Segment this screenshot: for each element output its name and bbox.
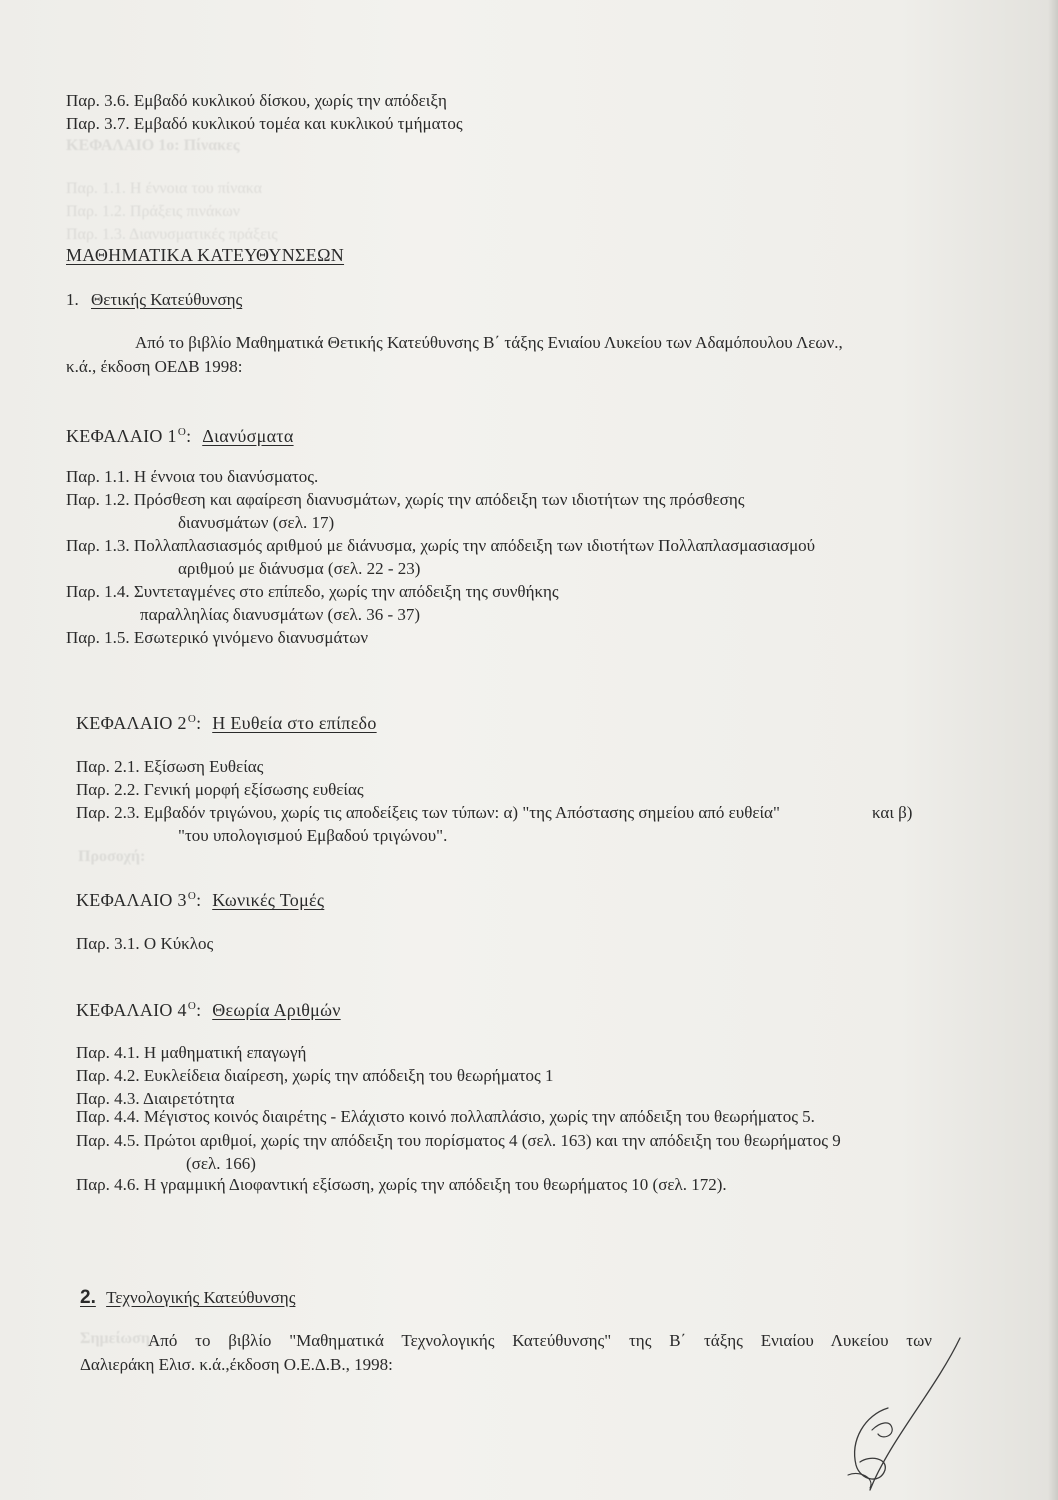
chapter-label: ΚΕΦΑΛΑΙΟ 2: [76, 713, 187, 733]
chapter-title: Η Ευθεία στο επίπεδο: [212, 713, 377, 733]
list-item: Παρ. 1.1. Η έννοια του διανύσματος.: [66, 467, 319, 486]
list-item-continuation: αριθμού με διάνυσμα (σελ. 22 - 23): [178, 559, 421, 578]
subsection-title: Τεχνολογικής Κατεύθυνσης: [106, 1288, 296, 1307]
chapter-label: ΚΕΦΑΛΑΙΟ 3: [76, 890, 187, 910]
subsection-title: Θετικής Κατεύθυνσης: [91, 290, 243, 309]
subsection-technological: [80, 1287, 295, 1309]
page-edge-shadow: [1048, 0, 1058, 1500]
bleed-through-text: Σημείωση: [80, 1330, 150, 1347]
signature-scribble: [830, 1330, 980, 1500]
chapter-4-heading: [76, 999, 341, 1024]
intro-positive-line1: Από το βιβλίο Μαθηματικά Θετικής Κατεύθυνσης Β΄ τάξης Ενιαίου Λυκείου των Αδαμόπουλου Λεων.,: [135, 333, 843, 352]
chapter-ordinal: Ο: [187, 713, 197, 725]
bleed-through-text: Προσοχή:: [78, 848, 146, 865]
list-item-continuation: (σελ. 166): [186, 1154, 256, 1173]
list-item-continuation: "του υπολογισμού Εμβαδού τριγώνου".: [178, 826, 448, 845]
list-item: Παρ. 4.1. Η μαθηματική επαγωγή: [76, 1043, 307, 1062]
chapter-ordinal: Ο: [187, 890, 197, 902]
chapter-label: ΚΕΦΑΛΑΙΟ 4: [76, 1000, 187, 1020]
list-item: Παρ. 3.1. Ο Κύκλος: [76, 934, 214, 953]
list-item-continuation: παραλληλίας διανυσμάτων (σελ. 36 - 37): [140, 605, 421, 624]
bleed-through-text: Παρ. 1.3. Διανυσματικές πράξεις: [66, 226, 278, 243]
chapter-3-heading: [76, 889, 324, 914]
intro-positive-line2: κ.ά., έκδοση ΟΕΔΒ 1998:: [66, 357, 243, 376]
paragraph-3-7: Παρ. 3.7. Εμβαδό κυκλικού τομέα και κυκλικού τμήματος: [66, 114, 463, 133]
bleed-through-text: ΚΕΦΑΛΑΙΟ 1ο: Πίνακες: [66, 137, 240, 154]
list-item: Παρ. 2.3. Εμβαδόν τριγώνου, χωρίς τις αποδείξεις των τύπων: α) "της Απόστασης σημείου από ευθεία": [76, 803, 780, 822]
chapter-colon: :: [186, 426, 192, 446]
list-item-tail: και β): [872, 803, 913, 822]
chapter-colon: :: [196, 1000, 202, 1020]
list-item: Παρ. 4.3. Διαιρετότητα: [76, 1089, 235, 1108]
bleed-through-text: Παρ. 1.2. Πράξεις πινάκων: [66, 203, 241, 220]
section-heading: ΜΑΘΗΜΑΤΙΚΑ ΚΑΤΕΥΘΥΝΣΕΩΝ: [66, 245, 345, 265]
list-item: Παρ. 2.2. Γενική μορφή εξίσωσης ευθείας: [76, 780, 364, 799]
chapter-title: Θεωρία Αριθμών: [212, 1000, 341, 1020]
bleed-through-text: Παρ. 1.1. Η έννοια του πίνακα: [66, 180, 263, 197]
list-item: Παρ. 4.2. Ευκλείδεια διαίρεση, χωρίς την απόδειξη του θεωρήματος 1: [76, 1066, 554, 1085]
subsection-number: 2.: [80, 1287, 96, 1308]
list-item: Παρ. 1.3. Πολλαπλασιασμός αριθμού με διάνυσμα, χωρίς την απόδειξη των ιδιοτήτων Πολλαπλασμασιασμού: [66, 536, 816, 555]
subsection-positive: [66, 289, 242, 311]
list-item: Παρ. 4.5. Πρώτοι αριθμοί, χωρίς την απόδειξη του πορίσματος 4 (σελ. 163) και την απόδειξη του θεωρήματος 9: [76, 1131, 841, 1150]
intro-technological-line1: Από το βιβλίο "Μαθηματικά Τεχνολογικής Κατεύθυνσης" της Β΄ τάξης Ενιαίου Λυκείου των: [148, 1331, 932, 1350]
chapter-ordinal: Ο: [177, 426, 187, 438]
chapter-1-heading: [66, 425, 294, 450]
chapter-colon: :: [196, 713, 202, 733]
list-item: Παρ. 2.1. Εξίσωση Ευθείας: [76, 757, 264, 776]
chapter-label: ΚΕΦΑΛΑΙΟ 1: [66, 426, 177, 446]
list-item: Παρ. 4.6. Η γραμμική Διοφαντική εξίσωση, χωρίς την απόδειξη του θεωρήματος 10 (σελ. 172).: [76, 1175, 727, 1194]
list-item: Παρ. 1.4. Συντεταγμένες στο επίπεδο, χωρίς την απόδειξη της συνθήκης: [66, 582, 559, 601]
list-item-continuation: διανυσμάτων (σελ. 17): [178, 513, 335, 532]
chapter-title: Κωνικές Τομές: [212, 890, 325, 910]
subsection-number: 1.: [66, 290, 79, 309]
chapter-2-heading: [76, 712, 377, 737]
chapter-colon: :: [196, 890, 202, 910]
list-item: Παρ. 1.2. Πρόσθεση και αφαίρεση διανυσμάτων, χωρίς την απόδειξη των ιδιοτήτων της πρόσθεσης: [66, 490, 745, 509]
intro-technological-line2: Δαλιεράκη Ελισ. κ.ά.,έκδοση Ο.Ε.Δ.Β., 1998:: [80, 1355, 393, 1374]
list-item: Παρ. 4.4. Μέγιστος κοινός διαιρέτης - Ελάχιστο κοινό πολλαπλάσιο, χωρίς την απόδειξη του θεωρήματος 5.: [76, 1107, 815, 1126]
chapter-title: Διανύσματα: [202, 426, 294, 446]
paragraph-3-6: Παρ. 3.6. Εμβαδό κυκλικού δίσκου, χωρίς την απόδειξη: [66, 91, 447, 110]
chapter-ordinal: Ο: [187, 1000, 197, 1012]
list-item: Παρ. 1.5. Εσωτερικό γινόμενο διανυσμάτων: [66, 628, 369, 647]
